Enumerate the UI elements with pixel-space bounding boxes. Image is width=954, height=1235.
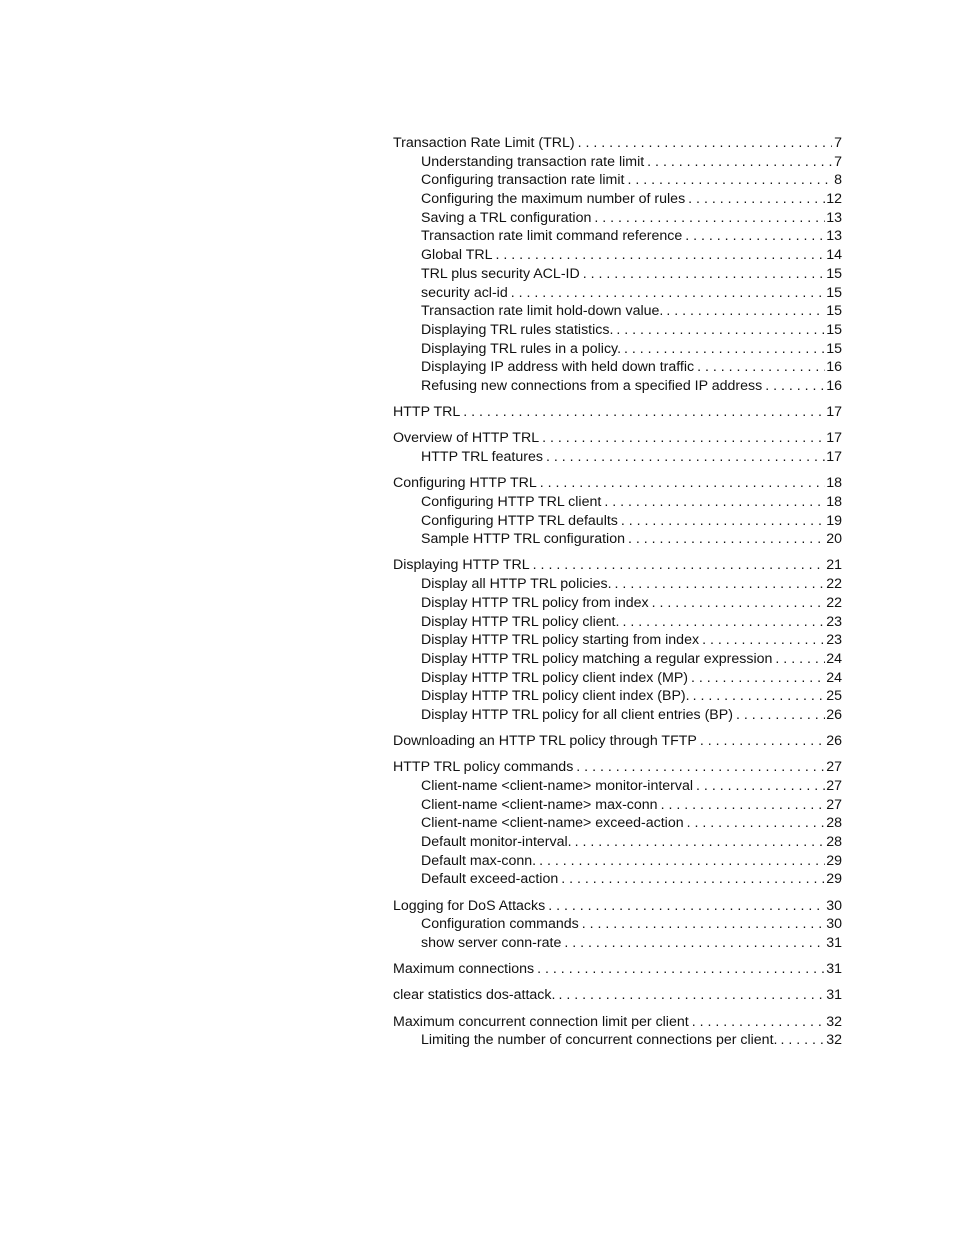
toc-subentry[interactable] [393, 377, 842, 396]
toc-entry-title: Client-name <client-name> monitor-interval [421, 778, 694, 794]
toc-page-number: 26 [826, 706, 842, 723]
toc-page-number: 27 [826, 778, 842, 794]
toc-page-number: 27 [826, 759, 842, 776]
dot-leader [542, 429, 825, 448]
toc-subentry[interactable] [393, 1031, 842, 1050]
toc-entry-title: Configuring HTTP TRL client [421, 493, 602, 510]
toc-subentry[interactable] [393, 448, 842, 467]
dot-leader [558, 986, 825, 1005]
toc-section [393, 758, 842, 889]
toc-entry-title: Default max-conn. [421, 852, 537, 869]
toc-entry-title: Logging for DoS Attacks [393, 897, 546, 914]
toc-subentry[interactable] [393, 321, 842, 340]
toc-section [393, 403, 842, 422]
dot-leader [696, 777, 825, 796]
toc-page-number: 14 [826, 247, 842, 264]
toc-subentry[interactable] [393, 265, 842, 284]
toc-page-number: 32 [826, 1032, 842, 1049]
dot-leader [540, 474, 825, 493]
table-of-contents [393, 134, 842, 1057]
toc-page-number: 26 [826, 733, 842, 750]
toc-entry-title: Saving a TRL configuration [421, 209, 592, 226]
toc-page-number: 28 [826, 834, 842, 851]
toc-page-number: 17 [826, 404, 842, 421]
toc-section [393, 986, 842, 1005]
toc-entry-title: Sample HTTP TRL configuration [421, 531, 625, 548]
toc-page-number: 16 [826, 359, 842, 376]
toc-subentry[interactable] [393, 575, 842, 594]
dot-leader [575, 833, 826, 852]
toc-section [393, 897, 842, 953]
toc-entry-title: Configuring HTTP TRL defaults [421, 512, 618, 529]
dot-leader [583, 265, 825, 284]
toc-page-number: 30 [826, 916, 842, 933]
toc-subentry[interactable] [393, 246, 842, 265]
toc-entry-title: Configuring transaction rate limit [421, 172, 625, 189]
toc-subentry[interactable] [393, 190, 842, 209]
toc-subentry[interactable] [393, 594, 842, 613]
toc-entry-title: Display HTTP TRL policy client index (MP) [421, 669, 689, 686]
dot-leader [622, 613, 825, 632]
toc-entry-title: Maximum connections [393, 961, 535, 978]
toc-subentry[interactable] [393, 915, 842, 934]
dot-leader [561, 870, 825, 889]
dot-leader [688, 190, 825, 209]
dot-leader [661, 796, 826, 815]
toc-entry[interactable] [393, 732, 842, 751]
dot-leader [780, 1031, 825, 1050]
toc-entry[interactable] [393, 429, 842, 448]
toc-page-number: 15 [826, 321, 842, 338]
toc-page-number: 7 [834, 153, 842, 170]
dot-leader [582, 915, 826, 934]
toc-section [393, 429, 842, 466]
toc-entry-title: Transaction rate limit command reference [421, 228, 683, 245]
toc-entry-title: HTTP TRL features [421, 449, 543, 465]
toc-page-number: 17 [826, 449, 842, 465]
toc-subentry[interactable] [393, 530, 842, 549]
toc-entry-title: Displaying IP address with held down traffic [421, 359, 695, 376]
toc-page-number: 22 [826, 594, 842, 611]
dot-leader [578, 134, 832, 153]
dot-leader [628, 530, 825, 549]
toc-page-number: 20 [826, 531, 842, 548]
toc-entry-title: Displaying TRL rules statistics. [421, 321, 614, 338]
toc-entry-title: Configuration commands [421, 916, 579, 933]
toc-entry-title: security acl-id [421, 284, 508, 301]
toc-entry-title: Display HTTP TRL policy client index (BP). [421, 688, 690, 705]
toc-entry-title: Displaying HTTP TRL [393, 557, 530, 574]
dot-leader [594, 209, 825, 228]
toc-entry-title: Default exceed-action [421, 871, 559, 888]
toc-entry-title: HTTP TRL policy commands [393, 759, 574, 776]
toc-page-number: 25 [826, 688, 842, 705]
toc-page-number: 22 [826, 576, 842, 593]
toc-subentry[interactable] [393, 512, 842, 531]
toc-entry-title: Display HTTP TRL policy from index [421, 594, 649, 611]
toc-entry[interactable] [393, 474, 842, 493]
toc-page-number: 18 [826, 475, 842, 492]
toc-subentry[interactable] [393, 852, 842, 871]
toc-entry-title: Display all HTTP TRL policies. [421, 576, 612, 593]
toc-entry[interactable] [393, 1013, 842, 1032]
toc-page-number: 23 [826, 632, 842, 649]
toc-subentry[interactable] [393, 284, 842, 303]
toc-page-number: 15 [826, 265, 842, 282]
toc-page-number: 24 [826, 669, 842, 686]
toc-entry[interactable] [393, 986, 842, 1005]
toc-subentry[interactable] [393, 870, 842, 889]
toc-entry-title: clear statistics dos-attack. [393, 987, 556, 1004]
toc-subentry[interactable] [393, 613, 842, 632]
toc-entry-title: Downloading an HTTP TRL policy through TFTP [393, 733, 697, 750]
toc-subentry[interactable] [393, 934, 842, 953]
dot-leader [692, 1013, 826, 1032]
toc-subentry[interactable] [393, 833, 842, 852]
toc-entry-title: Transaction Rate Limit (TRL) [393, 135, 575, 151]
dot-leader [463, 403, 825, 422]
dot-leader [616, 321, 825, 340]
toc-entry[interactable] [393, 758, 842, 777]
toc-page-number: 21 [826, 557, 842, 574]
toc-subentry[interactable] [393, 687, 842, 706]
toc-subentry[interactable] [393, 814, 842, 833]
toc-subentry[interactable] [393, 650, 842, 669]
dot-leader [775, 650, 825, 669]
dot-leader [537, 960, 825, 979]
toc-page-number: 31 [826, 961, 842, 978]
dot-leader [576, 758, 825, 777]
dot-leader [647, 153, 832, 172]
toc-subentry[interactable] [393, 631, 842, 650]
toc-page-number: 7 [834, 135, 842, 151]
toc-page-number: 13 [826, 209, 842, 226]
toc-entry[interactable] [393, 134, 842, 153]
toc-entry-title: Refusing new connections from a specified IP address [421, 377, 763, 394]
toc-entry-title: Displaying TRL rules in a policy. [421, 340, 622, 357]
dot-leader [702, 631, 825, 650]
toc-subentry[interactable] [393, 302, 842, 321]
dot-leader [627, 171, 832, 190]
toc-entry[interactable] [393, 960, 842, 979]
toc-entry[interactable] [393, 403, 842, 422]
toc-subentry[interactable] [393, 796, 842, 815]
toc-subentry[interactable] [393, 209, 842, 228]
dot-leader [691, 669, 825, 688]
dot-leader [685, 227, 825, 246]
toc-entry-title: TRL plus security ACL-ID [421, 265, 580, 282]
toc-subentry[interactable] [393, 669, 842, 688]
toc-entry-title: Display HTTP TRL policy matching a regular expression [421, 650, 773, 667]
dot-leader [693, 687, 826, 706]
dot-leader [666, 302, 825, 321]
toc-subentry[interactable] [393, 493, 842, 512]
toc-section [393, 556, 842, 724]
dot-leader [736, 706, 825, 725]
dot-leader [697, 358, 825, 377]
dot-leader [511, 284, 825, 303]
toc-section [393, 732, 842, 751]
toc-page-number: 31 [826, 987, 842, 1004]
dot-leader [604, 493, 825, 512]
dot-leader [564, 934, 825, 953]
dot-leader [496, 246, 826, 265]
toc-entry-title: Default monitor-interval. [421, 834, 572, 851]
toc-subentry[interactable] [393, 153, 842, 172]
toc-subentry[interactable] [393, 171, 842, 190]
toc-entry-title: Maximum concurrent connection limit per client [393, 1013, 689, 1030]
dot-leader [548, 897, 825, 916]
toc-subentry[interactable] [393, 340, 842, 359]
toc-page-number: 13 [826, 228, 842, 245]
toc-page-number: 27 [826, 796, 842, 813]
toc-page-number: 18 [826, 493, 842, 510]
toc-page-number: 30 [826, 897, 842, 914]
toc-subentry[interactable] [393, 227, 842, 246]
toc-page-number: 29 [826, 871, 842, 888]
toc-subentry[interactable] [393, 358, 842, 377]
toc-subentry[interactable] [393, 706, 842, 725]
toc-entry-title: Display HTTP TRL policy starting from index [421, 632, 700, 649]
toc-page-number: 8 [834, 172, 842, 189]
toc-page-number: 31 [826, 935, 842, 951]
toc-page-number: 15 [826, 284, 842, 301]
toc-entry-title: Configuring HTTP TRL [393, 475, 537, 492]
dot-leader [700, 732, 825, 751]
dot-leader [621, 512, 825, 531]
dot-leader [546, 448, 825, 467]
dot-leader [539, 852, 825, 871]
dot-leader [624, 340, 825, 359]
toc-entry-title: Limiting the number of concurrent connections per client. [421, 1032, 778, 1049]
toc-entry-title: Client-name <client-name> max-conn [421, 796, 658, 813]
toc-entry-title: Client-name <client-name> exceed-action [421, 815, 684, 832]
toc-entry[interactable] [393, 556, 842, 575]
toc-entry-title: Understanding transaction rate limit [421, 153, 645, 170]
dot-leader [765, 377, 825, 396]
toc-subentry[interactable] [393, 777, 842, 796]
toc-entry-title: Display HTTP TRL policy for all client entries (BP) [421, 706, 733, 723]
toc-page-number: 17 [826, 430, 842, 447]
toc-entry-title: show server conn-rate [421, 935, 562, 951]
toc-page-number: 23 [826, 613, 842, 630]
toc-page-number: 28 [826, 815, 842, 832]
dot-leader [652, 594, 826, 613]
toc-section [393, 134, 842, 396]
toc-entry-title: Overview of HTTP TRL [393, 430, 540, 447]
dot-leader [533, 556, 826, 575]
toc-section [393, 474, 842, 549]
toc-entry-title: Display HTTP TRL policy client. [421, 613, 620, 630]
toc-entry[interactable] [393, 897, 842, 916]
toc-page-number: 24 [826, 650, 842, 667]
toc-entry-title: Transaction rate limit hold-down value. [421, 303, 664, 320]
toc-section [393, 960, 842, 979]
toc-page-number: 32 [826, 1013, 842, 1030]
toc-page-number: 15 [826, 340, 842, 357]
dot-leader [615, 575, 826, 594]
toc-page-number: 29 [826, 852, 842, 869]
toc-entry-title: HTTP TRL [393, 404, 461, 421]
toc-page-number: 15 [826, 303, 842, 320]
toc-entry-title: Configuring the maximum number of rules [421, 191, 686, 208]
toc-page-number: 19 [826, 512, 842, 529]
toc-page-number: 16 [826, 377, 842, 394]
toc-page-number: 12 [826, 191, 842, 208]
dot-leader [687, 814, 826, 833]
toc-section [393, 1013, 842, 1050]
toc-entry-title: Global TRL [421, 247, 493, 264]
